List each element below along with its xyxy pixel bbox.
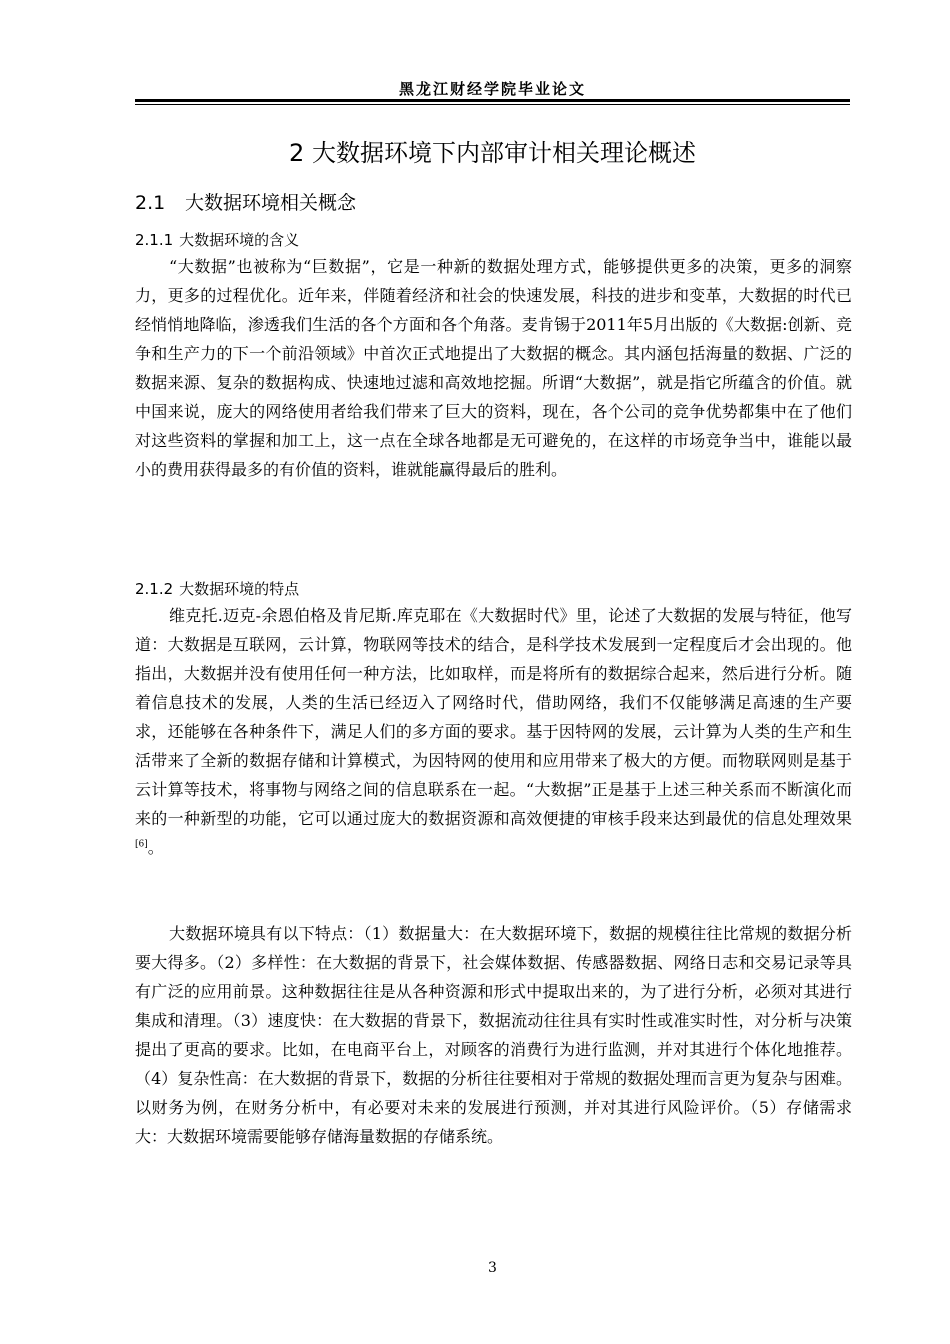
section-heading xyxy=(135,188,356,215)
page-number: 3 xyxy=(488,1260,497,1276)
paragraph-text: 维克托.迈克-余恩伯格及肯尼斯.库克耶在《大数据时代》里，论述了大数据的发展与特征，他写道：大数据是互联网，云计算，物联网等技术的结合，是科学技术发展到一定程度后才会出现的。他指出，大数据并没有使用任何一种方法，比如取样，而是将所有的数据综合起来，然后进行分析。随着信息技术的发展，人类的生活已经迈入了网络时代，借助网络，我们不仅能够满足高速的生产要求，还能够在各种条件下，满足人们的多方面的要求。基于因特网的发展，云计算为人类的生产和生活带来了全新的数据存储和计算模式，为因特网的使用和应用带来了极大的方便。而物联网则是基于云计算等技术，将事物与网络之间的信息联系在一起。“大数据”正是基于上述三种关系而不断演化而来的一种新型的功能，它可以通过庞大的数据资源和高效便捷的审核手段来达到最优的信息处理效果 xyxy=(135,606,852,828)
page-header-title: 黑龙江财经学院毕业论文 xyxy=(398,80,586,98)
body-paragraph xyxy=(135,601,852,862)
subsection-heading xyxy=(135,578,299,599)
header-rule-thick xyxy=(135,99,850,102)
section-title: 大数据环境相关概念 xyxy=(185,192,357,214)
subsection-heading xyxy=(135,229,299,250)
header-rule-thin xyxy=(135,104,850,105)
body-paragraph: 大数据环境具有以下特点：（1）数据量大：在大数据环境下，数据的规模往往比常规的数据分析要大得多。（2）多样性：在大数据的背景下，社会媒体数据、传感器数据、网络日志和交易记录等具有广泛的应用前景。这种数据往往是从各种资源和形式中提取出来的，为了进行分析，必须对其进行集成和清理。（3）速度快：在大数据的背景下，数据流动往往具有实时性或准实时性，对分析与决策提出了更高的要求。比如，在电商平台上，对顾客的消费行为进行监测，并对其进行个体化地推荐。（4）复杂性高：在大数据的背景下，数据的分析往往要相对于常规的数据处理而言更为复杂与困难。以财务为例，在财务分析中，有必要对未来的发展进行预测，并对其进行风险评价。（5）存储需求大：大数据环境需要能够存储海量数据的存储系统。 xyxy=(135,924,852,1146)
subsection-title: 大数据环境的含义 xyxy=(179,231,300,249)
subsection-number: 2.1.1 xyxy=(135,231,174,249)
section-number: 2.1 xyxy=(135,192,166,214)
subsection-title: 大数据环境的特点 xyxy=(179,580,300,598)
chapter-title: 2 大数据环境下内部审计相关理论概述 xyxy=(289,139,696,167)
subsection-number: 2.1.2 xyxy=(135,580,174,598)
body-paragraph: “大数据”也被称为“巨数据”，它是一种新的数据处理方式，能够提供更多的决策，更多的洞察力，更多的过程优化。近年来，伴随着经济和社会的快速发展，科技的进步和变革，大数据的时代已经悄悄地降临，渗透我们生活的各个方面和各个角落。麦肯锡于2011年5月出版的《大数据:创新、竞争和生产力的下一个前沿领域》中首次正式地提出了大数据的概念。其内涵包括海量的数据、广泛的数据来源、复杂的数据构成、快速地过滤和高效地挖掘。所谓“大数据”，就是指它所蕴含的价值。就中国来说，庞大的网络使用者给我们带来了巨大的资料，现在，各个公司的竞争优势都集中在了他们对这些资料的掌握和加工上，这一点在全球各地都是无可避免的，在这样的市场竞争当中，谁能以最小的费用获得最多的有价值的资料，谁就能赢得最后的胜利。 xyxy=(135,257,852,479)
citation-marker: [6] xyxy=(135,839,148,850)
paragraph-tail: 。 xyxy=(147,838,164,857)
